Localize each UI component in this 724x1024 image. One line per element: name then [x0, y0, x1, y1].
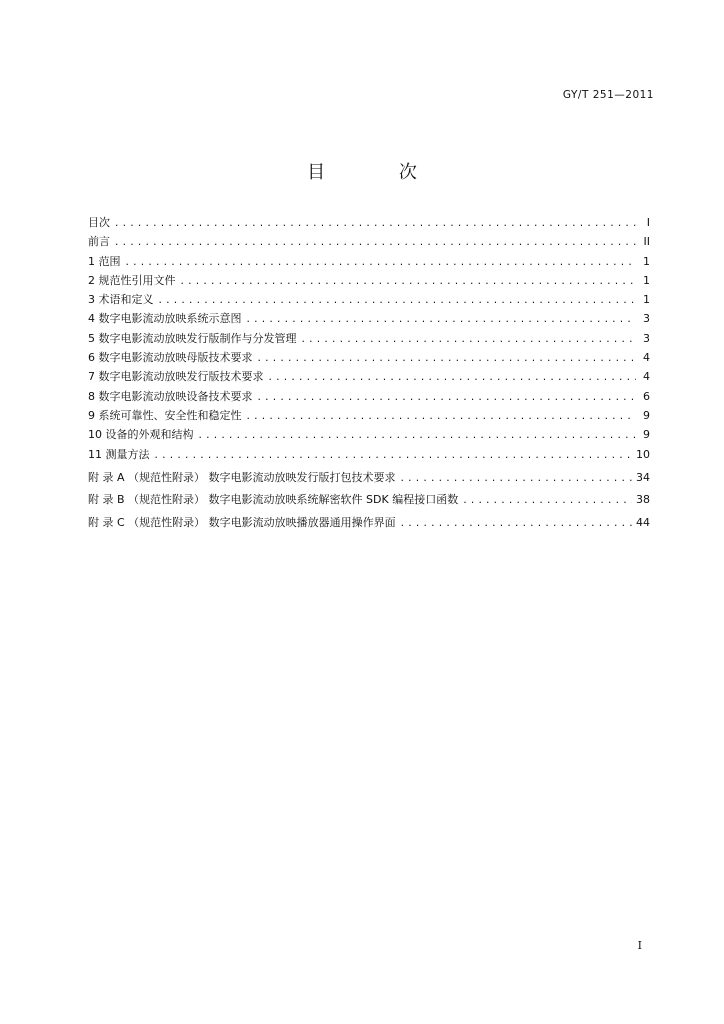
- toc-entry-page: 3: [643, 331, 650, 345]
- toc-entry-page: II: [643, 235, 650, 249]
- toc-entry-page: 10: [636, 447, 650, 461]
- toc-entry-section-4[interactable]: [88, 309, 650, 328]
- toc-entry-section-3[interactable]: [88, 290, 650, 309]
- toc-entry-label: 4 数字电影流动放映系统示意图: [88, 312, 242, 326]
- toc-entry-label: 7 数字电影流动放映发行版技术要求: [88, 370, 264, 384]
- toc-leader-dots: [198, 427, 637, 446]
- toc-entry-foreword[interactable]: [88, 232, 650, 251]
- toc-leader-dots: [257, 389, 637, 408]
- toc-entry-section-9[interactable]: [88, 406, 650, 425]
- toc-leader-dots: [180, 273, 637, 292]
- toc-entry-contents[interactable]: [88, 213, 650, 232]
- toc-entry-page: 1: [643, 254, 650, 268]
- page-title: 目 次: [307, 162, 451, 183]
- toc-entry-page: 3: [643, 312, 650, 326]
- toc-entry-page: 38: [636, 493, 650, 507]
- toc-entry-label: 附 录 C （规范性附录） 数字电影流动放映播放器通用操作界面: [88, 515, 396, 529]
- toc-leader-dots: [114, 234, 636, 253]
- toc-entry-section-11[interactable]: [88, 445, 650, 464]
- toc-entry-page: I: [646, 216, 650, 229]
- toc-entry-label: 11 测量方法: [88, 447, 150, 461]
- toc-entry-page: 9: [643, 408, 650, 422]
- toc-entry-section-6[interactable]: [88, 348, 650, 367]
- toc-entry-label: 前言: [88, 235, 110, 249]
- toc-entry-page: 34: [636, 470, 650, 484]
- toc-entry-appendix-b[interactable]: [88, 489, 650, 512]
- toc-leader-dots: [268, 369, 637, 388]
- toc-entry-label: 附 录 B （规范性附录） 数字电影流动放映系统解密软件 SDK 编程接口函数: [88, 493, 459, 507]
- toc-leader-dots: [301, 331, 637, 350]
- toc-leader-dots: [114, 215, 636, 234]
- toc-entry-section-5[interactable]: [88, 329, 650, 348]
- toc-entry-page: 4: [643, 351, 650, 365]
- page-number: I: [637, 939, 642, 952]
- toc-entry-label: 2 规范性引用文件: [88, 273, 176, 287]
- toc-entry-page: 44: [636, 515, 650, 529]
- toc-entry-page: 1: [643, 293, 650, 307]
- toc-leader-dots: [400, 513, 632, 536]
- toc-entry-section-7[interactable]: [88, 367, 650, 386]
- table-of-contents: [88, 213, 650, 534]
- toc-entry-page: 9: [643, 428, 650, 442]
- toc-entry-label: 3 术语和定义: [88, 293, 154, 307]
- toc-entry-page: 1: [643, 273, 650, 287]
- toc-leader-dots: [154, 447, 633, 466]
- toc-entry-label: 9 系统可靠性、安全性和稳定性: [88, 408, 242, 422]
- toc-leader-dots: [125, 254, 637, 273]
- toc-entry-section-8[interactable]: [88, 387, 650, 406]
- toc-entry-page: 4: [643, 370, 650, 384]
- toc-leader-dots: [246, 311, 637, 330]
- toc-leader-dots: [462, 490, 632, 513]
- toc-entry-section-2[interactable]: [88, 271, 650, 290]
- toc-entry-label: 目次: [88, 216, 110, 229]
- toc-entry-label: 附 录 A （规范性附录） 数字电影流动放映发行版打包技术要求: [88, 470, 396, 484]
- toc-entry-label: 1 范围: [88, 254, 121, 268]
- toc-entry-appendix-c[interactable]: [88, 512, 650, 535]
- standard-code: GY/T 251—2011: [562, 89, 654, 101]
- toc-entry-label: 10 设备的外观和结构: [88, 428, 194, 442]
- toc-leader-dots: [257, 350, 637, 369]
- toc-entry-page: 6: [643, 389, 650, 403]
- toc-entry-label: 6 数字电影流动放映母版技术要求: [88, 351, 253, 365]
- toc-leader-dots: [400, 468, 632, 491]
- toc-entry-section-10[interactable]: [88, 425, 650, 444]
- toc-entry-appendix-a[interactable]: [88, 467, 650, 490]
- toc-entry-label: 5 数字电影流动放映发行版制作与分发管理: [88, 331, 297, 345]
- toc-entry-section-1[interactable]: [88, 252, 650, 271]
- toc-leader-dots: [246, 408, 637, 427]
- toc-entry-label: 8 数字电影流动放映设备技术要求: [88, 389, 253, 403]
